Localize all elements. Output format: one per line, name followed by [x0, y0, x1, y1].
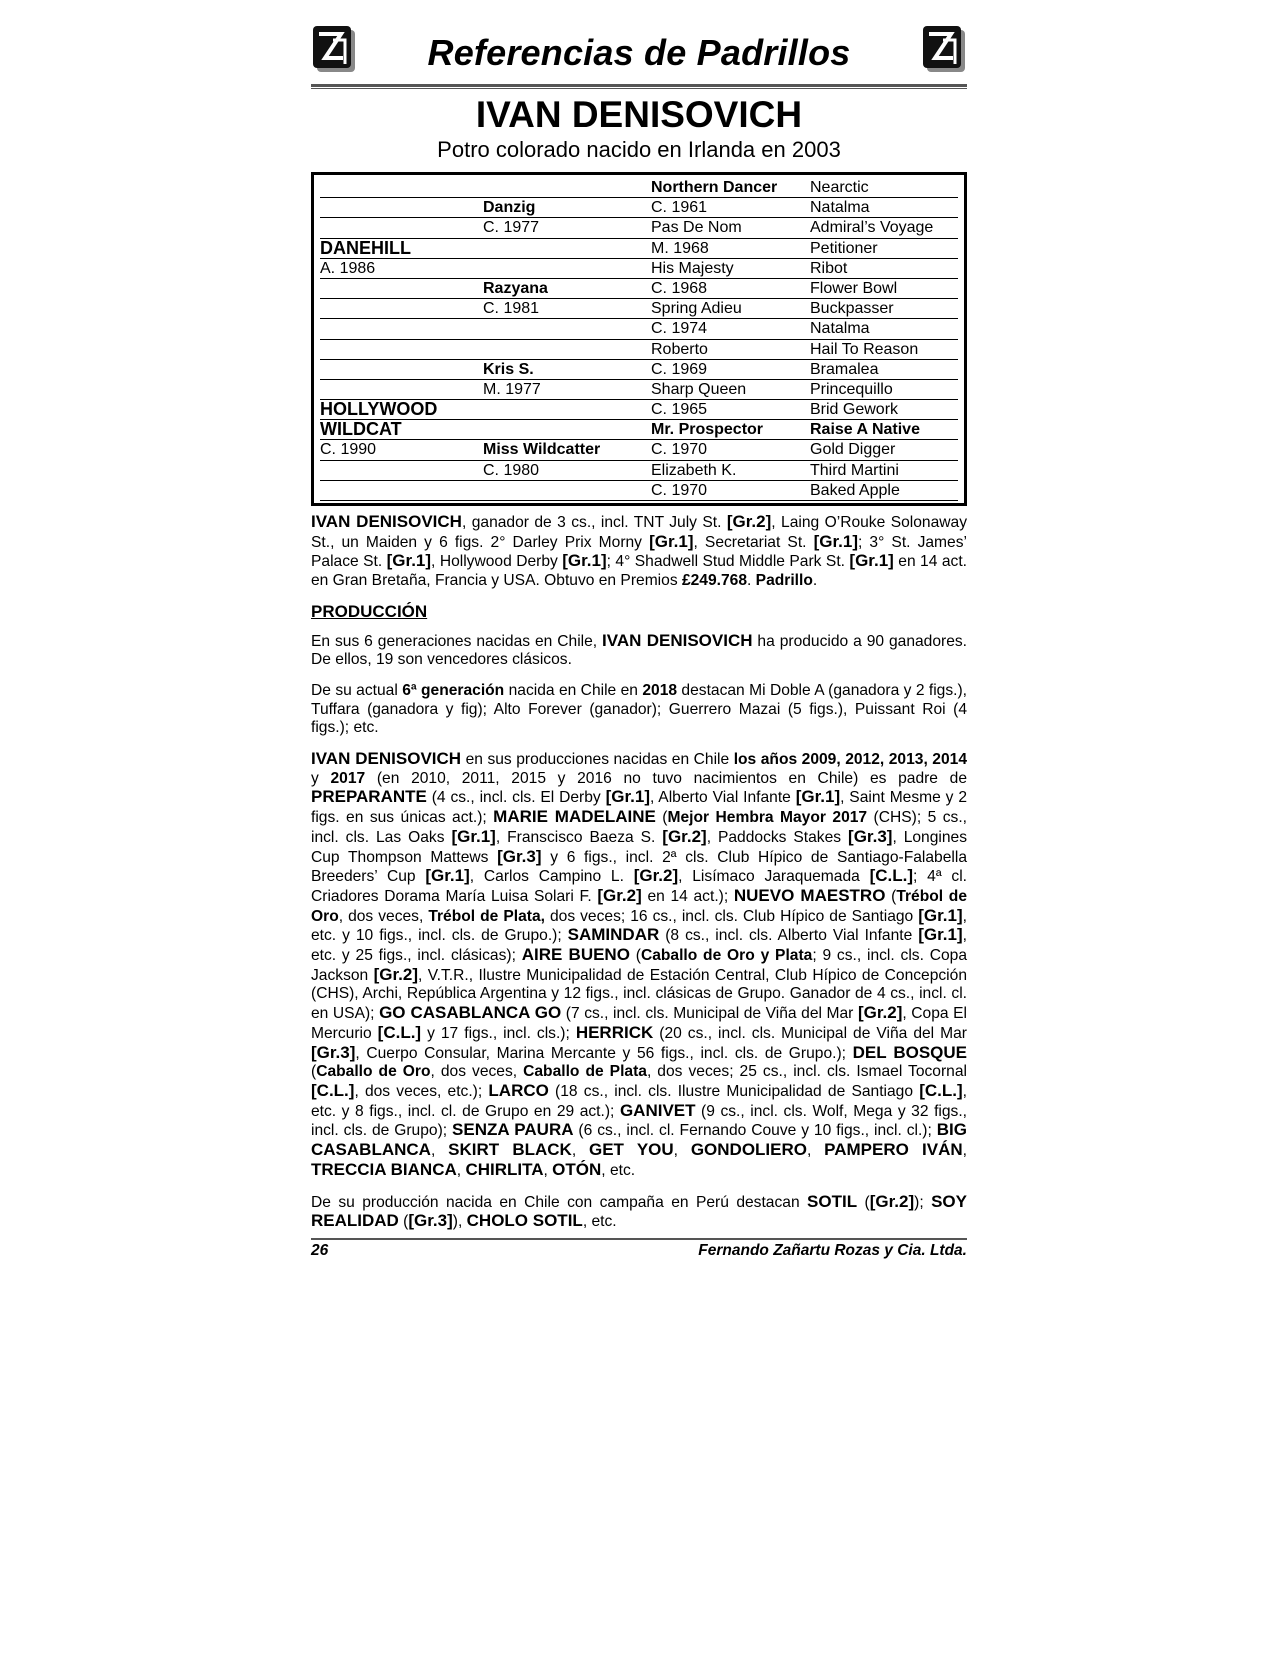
grade-run: [Gr.1]	[605, 787, 650, 807]
horse-name-run: SOY REALIDAD	[311, 1191, 967, 1231]
text-run: (	[655, 809, 668, 827]
text-run: y 6 figs., incl. 2ª cls. Club Hípico de Santiago-Falabella Breeders’ Cup	[311, 848, 967, 886]
pedigree-cell: Elizabeth K.	[651, 461, 737, 479]
pedigree-row	[320, 420, 958, 440]
grade-run: [C.L.]	[869, 866, 914, 886]
pedigree-cell: C. 1990	[320, 441, 377, 459]
pedigree-cell	[320, 461, 483, 480]
pedigree-row	[320, 481, 958, 501]
text-run: y 17 figs., incl. cls.);	[421, 1024, 576, 1042]
text-run: (9 cs., incl. cls. Wolf, Mega y 32 figs., incl. cls. de Grupo);	[311, 1102, 967, 1140]
bold-run: Mejor Hembra Mayor 2017	[667, 809, 868, 827]
text-run: , Laing O’Rouke Solonaway St., un Maiden y 6 figs. 2° Darley Prix Morny	[311, 514, 967, 551]
pedigree-row	[320, 400, 958, 420]
grade-run: [Gr.1]	[795, 787, 841, 807]
horse-name-run: LARCO	[488, 1080, 549, 1100]
pedigree-cell	[483, 420, 651, 439]
pedigree-cell: Third Martini	[810, 461, 899, 479]
text-run: (	[398, 1213, 409, 1231]
pedigree-row	[320, 380, 958, 400]
paragraph-p5	[311, 1193, 967, 1232]
text-run: y	[311, 769, 331, 787]
horse-name-run: BIG CASABLANCA	[311, 1120, 967, 1160]
grade-run: [Gr.1]	[813, 531, 858, 551]
pedigree-cell: Baked Apple	[810, 481, 900, 499]
grade-run: [Gr.2]	[662, 826, 707, 846]
horse-name-run: DEL BOSQUE	[852, 1042, 968, 1062]
grade-run: [Gr.1]	[918, 905, 963, 925]
bold-run: 6ª generación	[402, 681, 505, 699]
pedigree-cell: WILDCAT	[320, 420, 402, 440]
text-run: nacida en Chile en	[504, 681, 643, 699]
horse-name-run: TRECCIA BIANCA	[311, 1159, 457, 1179]
pedigree-table	[311, 172, 967, 506]
pedigree-cell: C. 1965	[651, 401, 708, 419]
grade-run: [Gr.3]	[311, 1042, 356, 1062]
page-footer	[311, 1238, 967, 1260]
pedigree-cell: C. 1980	[483, 461, 540, 479]
pedigree-cell: Mr. Prospector	[651, 421, 764, 439]
grade-run: [Gr.3]	[848, 826, 893, 846]
grade-run: [C.L.]	[377, 1022, 422, 1042]
text-run: .	[747, 572, 756, 590]
text-run: (7 cs., incl. cls. Municipal de Viña del Mar	[561, 1005, 858, 1023]
section-heading: PRODUCCIÓN	[311, 601, 428, 621]
pedigree-cell: Petitioner	[810, 239, 878, 257]
bold-run: los años 2009, 2012, 2013, 2014	[733, 751, 967, 769]
paragraph-p4	[311, 750, 967, 1180]
header-rule	[311, 84, 967, 89]
horse-name-run: GET YOU	[588, 1140, 674, 1160]
grade-run: [Gr.1]	[918, 925, 963, 945]
text-run: , Franscisco Baeza S.	[495, 828, 663, 846]
horse-name-run: GONDOLIERO	[690, 1140, 807, 1160]
text-run: , Longines Cup Thompson Mattews	[311, 828, 968, 866]
horse-name-run: CHOLO SOTIL	[466, 1211, 583, 1231]
text-run: ; 9 cs., incl. cls. Copa Jackson	[311, 947, 967, 984]
pedigree-cell: C. 1970	[651, 441, 708, 459]
pedigree-cell: Buckpasser	[810, 300, 894, 318]
bold-run: 2018	[642, 681, 678, 699]
paragraph-p1	[311, 513, 967, 591]
grade-run: [Gr.2]	[633, 866, 679, 886]
pedigree-cell: Natalma	[810, 199, 870, 217]
text-run: en 14 act.);	[641, 887, 734, 905]
pedigree-cell	[320, 279, 483, 298]
pedigree-cell	[320, 481, 483, 500]
text-run: (6 cs., incl. cl. Fernando Couve y 10 figs., incl. cl.);	[573, 1122, 937, 1140]
horse-name-run: HERRICK	[575, 1022, 654, 1042]
pedigree-row	[320, 461, 958, 481]
pedigree-cell	[320, 299, 483, 318]
pedigree-cell: HOLLYWOOD	[320, 400, 438, 420]
grade-run: [Gr.1]	[562, 551, 607, 571]
pedigree-cell: Kris S.	[483, 360, 534, 378]
pedigree-cell	[320, 360, 483, 379]
page-header	[311, 20, 967, 82]
text-run: (4 cs., incl. cls. El Derby	[426, 789, 606, 807]
pedigree-cell	[320, 218, 483, 237]
pedigree-cell	[483, 319, 651, 338]
text-run: De su producción nacida en Chile con campaña en Perú destacan	[311, 1193, 808, 1211]
horse-name-run: CHIRLITA	[465, 1159, 544, 1179]
horse-name: IVAN DENISOVICH	[475, 94, 803, 135]
grade-run: [Gr.2]	[869, 1191, 915, 1211]
horse-name-run: SAMINDAR	[567, 925, 660, 945]
text-run: , dos veces,	[430, 1063, 524, 1081]
pedigree-cell: Hail To Reason	[810, 340, 919, 358]
horse-name-run: PREPARANTE	[311, 787, 427, 807]
text-run: , Hollywood Derby	[431, 553, 563, 571]
horse-name-run: IVAN DENISOVICH	[311, 512, 462, 531]
text-run: ; 4ª cl. Criadores Dorama María Luisa Solari F.	[311, 868, 967, 905]
pedigree-cell: Raise A Native	[810, 421, 920, 439]
text-run: , etc.	[582, 1213, 617, 1231]
grade-run: [Gr.1]	[849, 551, 894, 571]
text-run: ; 4° Shadwell Stud Middle Park St.	[606, 553, 850, 571]
text-run: ; 3° St. James’ Palace St.	[311, 533, 967, 571]
text-run: , Copa El Mercurio	[311, 1005, 967, 1042]
pedigree-cell: C. 1961	[651, 199, 708, 217]
page-number: 26	[311, 1241, 329, 1259]
pedigree-cell: His Majesty	[651, 259, 734, 277]
pedigree-row	[320, 440, 958, 460]
pedigree-cell: Danzig	[483, 199, 536, 217]
horse-name-run: MARIE MADELAINE	[493, 807, 656, 827]
pedigree-cell: Ribot	[810, 259, 848, 277]
pedigree-cell	[483, 239, 651, 258]
text-run: ha producido a 90 ganadores. De ellos, 19 son vencedores clásicos.	[311, 632, 967, 669]
horse-name-run: GO CASABLANCA GO	[379, 1003, 562, 1023]
pedigree-row	[320, 178, 958, 198]
bold-run: Caballo de Oro	[316, 1063, 431, 1081]
pedigree-cell	[483, 481, 651, 500]
pedigree-row	[320, 218, 958, 238]
pedigree-cell: M. 1968	[651, 239, 709, 257]
pedigree-cell: Admiral’s Voyage	[810, 219, 934, 237]
bold-run: £249.768	[681, 572, 747, 590]
text-run: .	[812, 572, 818, 590]
pedigree-cell: DANEHILL	[320, 238, 411, 258]
text-run: (20 cs., incl. cls. Municipal de Viña del Mar	[653, 1024, 967, 1042]
text-run: En sus 6 generaciones nacidas en Chile,	[311, 632, 603, 650]
text-run: , Carlos Campino L.	[469, 868, 634, 886]
text-run: , etc. y 10 figs., incl. cls. de Grupo.);	[311, 907, 967, 945]
pedigree-cell: A. 1986	[320, 259, 376, 277]
text-run: De su actual	[311, 681, 403, 699]
text-run: , ganador de 3 cs., incl. TNT July St.	[461, 514, 727, 531]
pedigree-cell: C. 1969	[651, 360, 708, 378]
grade-run: [Gr.2]	[597, 885, 642, 905]
grade-run: [C.L.]	[311, 1080, 355, 1100]
pedigree-row	[320, 279, 958, 299]
pedigree-cell	[483, 259, 651, 278]
text-run: en sus producciones nacidas en Chile	[461, 751, 734, 769]
text-run: , Paddocks Stakes	[706, 828, 849, 846]
pedigree-cell	[483, 178, 651, 197]
pedigree-cell	[320, 380, 483, 399]
horse-name-run: IVAN DENISOVICH	[311, 749, 462, 769]
document-page	[311, 20, 967, 1260]
text-run: (CHS); 5 cs., incl. cls. Las Oaks	[311, 809, 967, 846]
horse-subtitle: Potro colorado nacido en Irlanda en 2003	[437, 137, 841, 162]
text-run: , Lisímaco Jaraquemada	[678, 868, 870, 886]
horse-name-run: OTÓN	[552, 1159, 602, 1179]
text-run: , etc. y 8 figs., incl. cl. de Grupo en 29 act.);	[311, 1082, 967, 1120]
grade-run: [Gr.1]	[451, 826, 496, 846]
bold-run: 2017	[330, 769, 366, 787]
horse-name-run: AIRE BUENO	[521, 945, 630, 965]
text-run: (	[885, 887, 897, 905]
text-run: (	[629, 947, 641, 965]
horse-name-run: SENZA PAURA	[452, 1120, 574, 1140]
horse-name-run: GANIVET	[619, 1100, 696, 1120]
page-header-title: Referencias de Padrillos	[427, 32, 851, 73]
pedigree-cell: Brid Gework	[810, 401, 899, 419]
text-run: (8 cs., incl. cls. Alberto Vial Infante	[659, 927, 919, 945]
grade-run: [Gr.1]	[425, 866, 470, 886]
pedigree-cell	[320, 319, 483, 338]
text-run: (	[857, 1193, 870, 1211]
text-run: , Secretariat St.	[693, 533, 814, 551]
bold-run: Trébol de Plata,	[428, 907, 545, 925]
text-run: ,	[962, 1142, 967, 1160]
grade-run: [C.L.]	[919, 1080, 963, 1100]
pedigree-cell: C. 1977	[483, 219, 540, 237]
pedigree-cell: Flower Bowl	[810, 279, 898, 297]
bold-run: Caballo de Oro y Plata	[640, 947, 813, 965]
pedigree-cell: Bramalea	[810, 360, 879, 378]
text-run: , dos veces,	[338, 907, 429, 925]
text-run: ,	[806, 1142, 825, 1160]
zr-monogram-logo-icon	[921, 24, 967, 74]
text-run: ,	[673, 1142, 691, 1160]
body-text	[311, 513, 967, 1232]
pedigree-cell: Razyana	[483, 279, 548, 297]
bold-run: Caballo de Plata	[523, 1063, 647, 1081]
pedigree-cell: C. 1970	[651, 481, 708, 499]
text-run: , Alberto Vial Infante	[649, 789, 796, 807]
pedigree-cell: Gold Digger	[810, 441, 896, 459]
pedigree-cell: Pas De Nom	[651, 219, 742, 237]
pedigree-row	[320, 299, 958, 319]
pedigree-cell: C. 1968	[651, 279, 708, 297]
pedigree-cell: C. 1981	[483, 300, 540, 318]
pedigree-row	[320, 319, 958, 339]
horse-name-run: SOTIL	[807, 1191, 858, 1211]
paragraph-p2	[311, 632, 967, 670]
grade-run: [Gr.3]	[497, 846, 542, 866]
pedigree-row	[320, 340, 958, 360]
pedigree-row	[320, 360, 958, 380]
text-run: );	[914, 1193, 932, 1211]
pedigree-cell: Spring Adieu	[651, 300, 742, 318]
text-run: ),	[452, 1213, 467, 1231]
text-run: , Cuerpo Consular, Marina Mercante y 56 figs., incl. cls. de Grupo.);	[355, 1044, 853, 1062]
pedigree-cell: Natalma	[810, 320, 870, 338]
pedigree-cell: Sharp Queen	[651, 380, 747, 398]
bold-run: Trébol de Oro	[311, 887, 967, 925]
text-run: , etc. y 25 figs., incl. clásicas);	[311, 927, 967, 965]
text-run: ,	[430, 1142, 449, 1160]
horse-name-run: SKIRT BLACK	[448, 1140, 572, 1160]
grade-run: [Gr.1]	[649, 531, 694, 551]
text-run: , V.T.R., Ilustre Municipalidad de Estación Central, Club Hípico de Concepción (CHS), Archi, República Argentina y 12 figs., incl. clásicas de Grupo. Ganador de 4 cs., incl. cl. en USA);	[311, 966, 967, 1023]
pedigree-cell	[483, 400, 651, 419]
text-run: dos veces; 16 cs., incl. cls. Club Hípico de Santiago	[544, 907, 919, 925]
text-run: (	[311, 1063, 317, 1081]
text-run: , etc.	[601, 1161, 636, 1179]
pedigree-cell: Roberto	[651, 340, 708, 358]
pedigree-cell: Northern Dancer	[651, 179, 778, 196]
pedigree-row	[320, 239, 958, 259]
pedigree-cell: C. 1974	[651, 320, 708, 338]
text-run: ,	[456, 1161, 466, 1179]
horse-name-run: PAMPERO IVÁN	[824, 1140, 963, 1160]
text-run: , dos veces; 25 cs., incl. cls. Ismael Tocornal	[646, 1063, 967, 1081]
text-run: ,	[571, 1142, 589, 1160]
text-run: en 14 act. en Gran Bretaña, Francia y USA. Obtuvo en Premios	[311, 553, 967, 590]
pedigree-cell: M. 1977	[483, 380, 541, 398]
horse-name-run: IVAN DENISOVICH	[602, 630, 753, 650]
pedigree-cell	[320, 198, 483, 217]
grade-run: [Gr.2]	[726, 512, 772, 531]
grade-run: [Gr.2]	[857, 1003, 903, 1023]
pedigree-cell: Princequillo	[810, 380, 893, 398]
grade-run: [Gr.3]	[408, 1211, 453, 1231]
text-run: (18 cs., incl. cls. Ilustre Municipalidad de Santiago	[548, 1082, 920, 1100]
text-run: (en 2010, 2011, 2015 y 2016 no tuvo nacimientos en Chile) es padre de	[365, 769, 967, 787]
text-run: ,	[543, 1161, 553, 1179]
pedigree-row	[320, 198, 958, 218]
pedigree-cell	[320, 178, 483, 197]
grade-run: [Gr.2]	[373, 964, 418, 984]
text-run: , Saint Mesme y 2 figs. en sus únicas act.);	[311, 789, 967, 827]
grade-run: [Gr.1]	[386, 551, 432, 571]
horse-name-run: NUEVO MAESTRO	[733, 885, 886, 905]
pedigree-cell: Miss Wildcatter	[483, 441, 601, 459]
pedigree-cell: Nearctic	[810, 179, 869, 196]
paragraph-p3	[311, 682, 967, 738]
pedigree-cell	[483, 340, 651, 359]
pedigree-cell	[320, 340, 483, 359]
pedigree-row	[320, 259, 958, 279]
bold-run: Padrillo	[755, 572, 813, 590]
text-run: destacan Mi Doble A (ganadora y 2 figs.), Tuffara (ganadora y fig); Alto Forever (ganador); Guerrero Mazai (5 figs.), Puissant Roi (4 figs.); etc.	[311, 681, 968, 737]
text-run: , dos veces, etc.);	[354, 1082, 489, 1100]
publisher-name: Fernando Zañartu Rozas y Cia. Ltda.	[698, 1241, 967, 1259]
